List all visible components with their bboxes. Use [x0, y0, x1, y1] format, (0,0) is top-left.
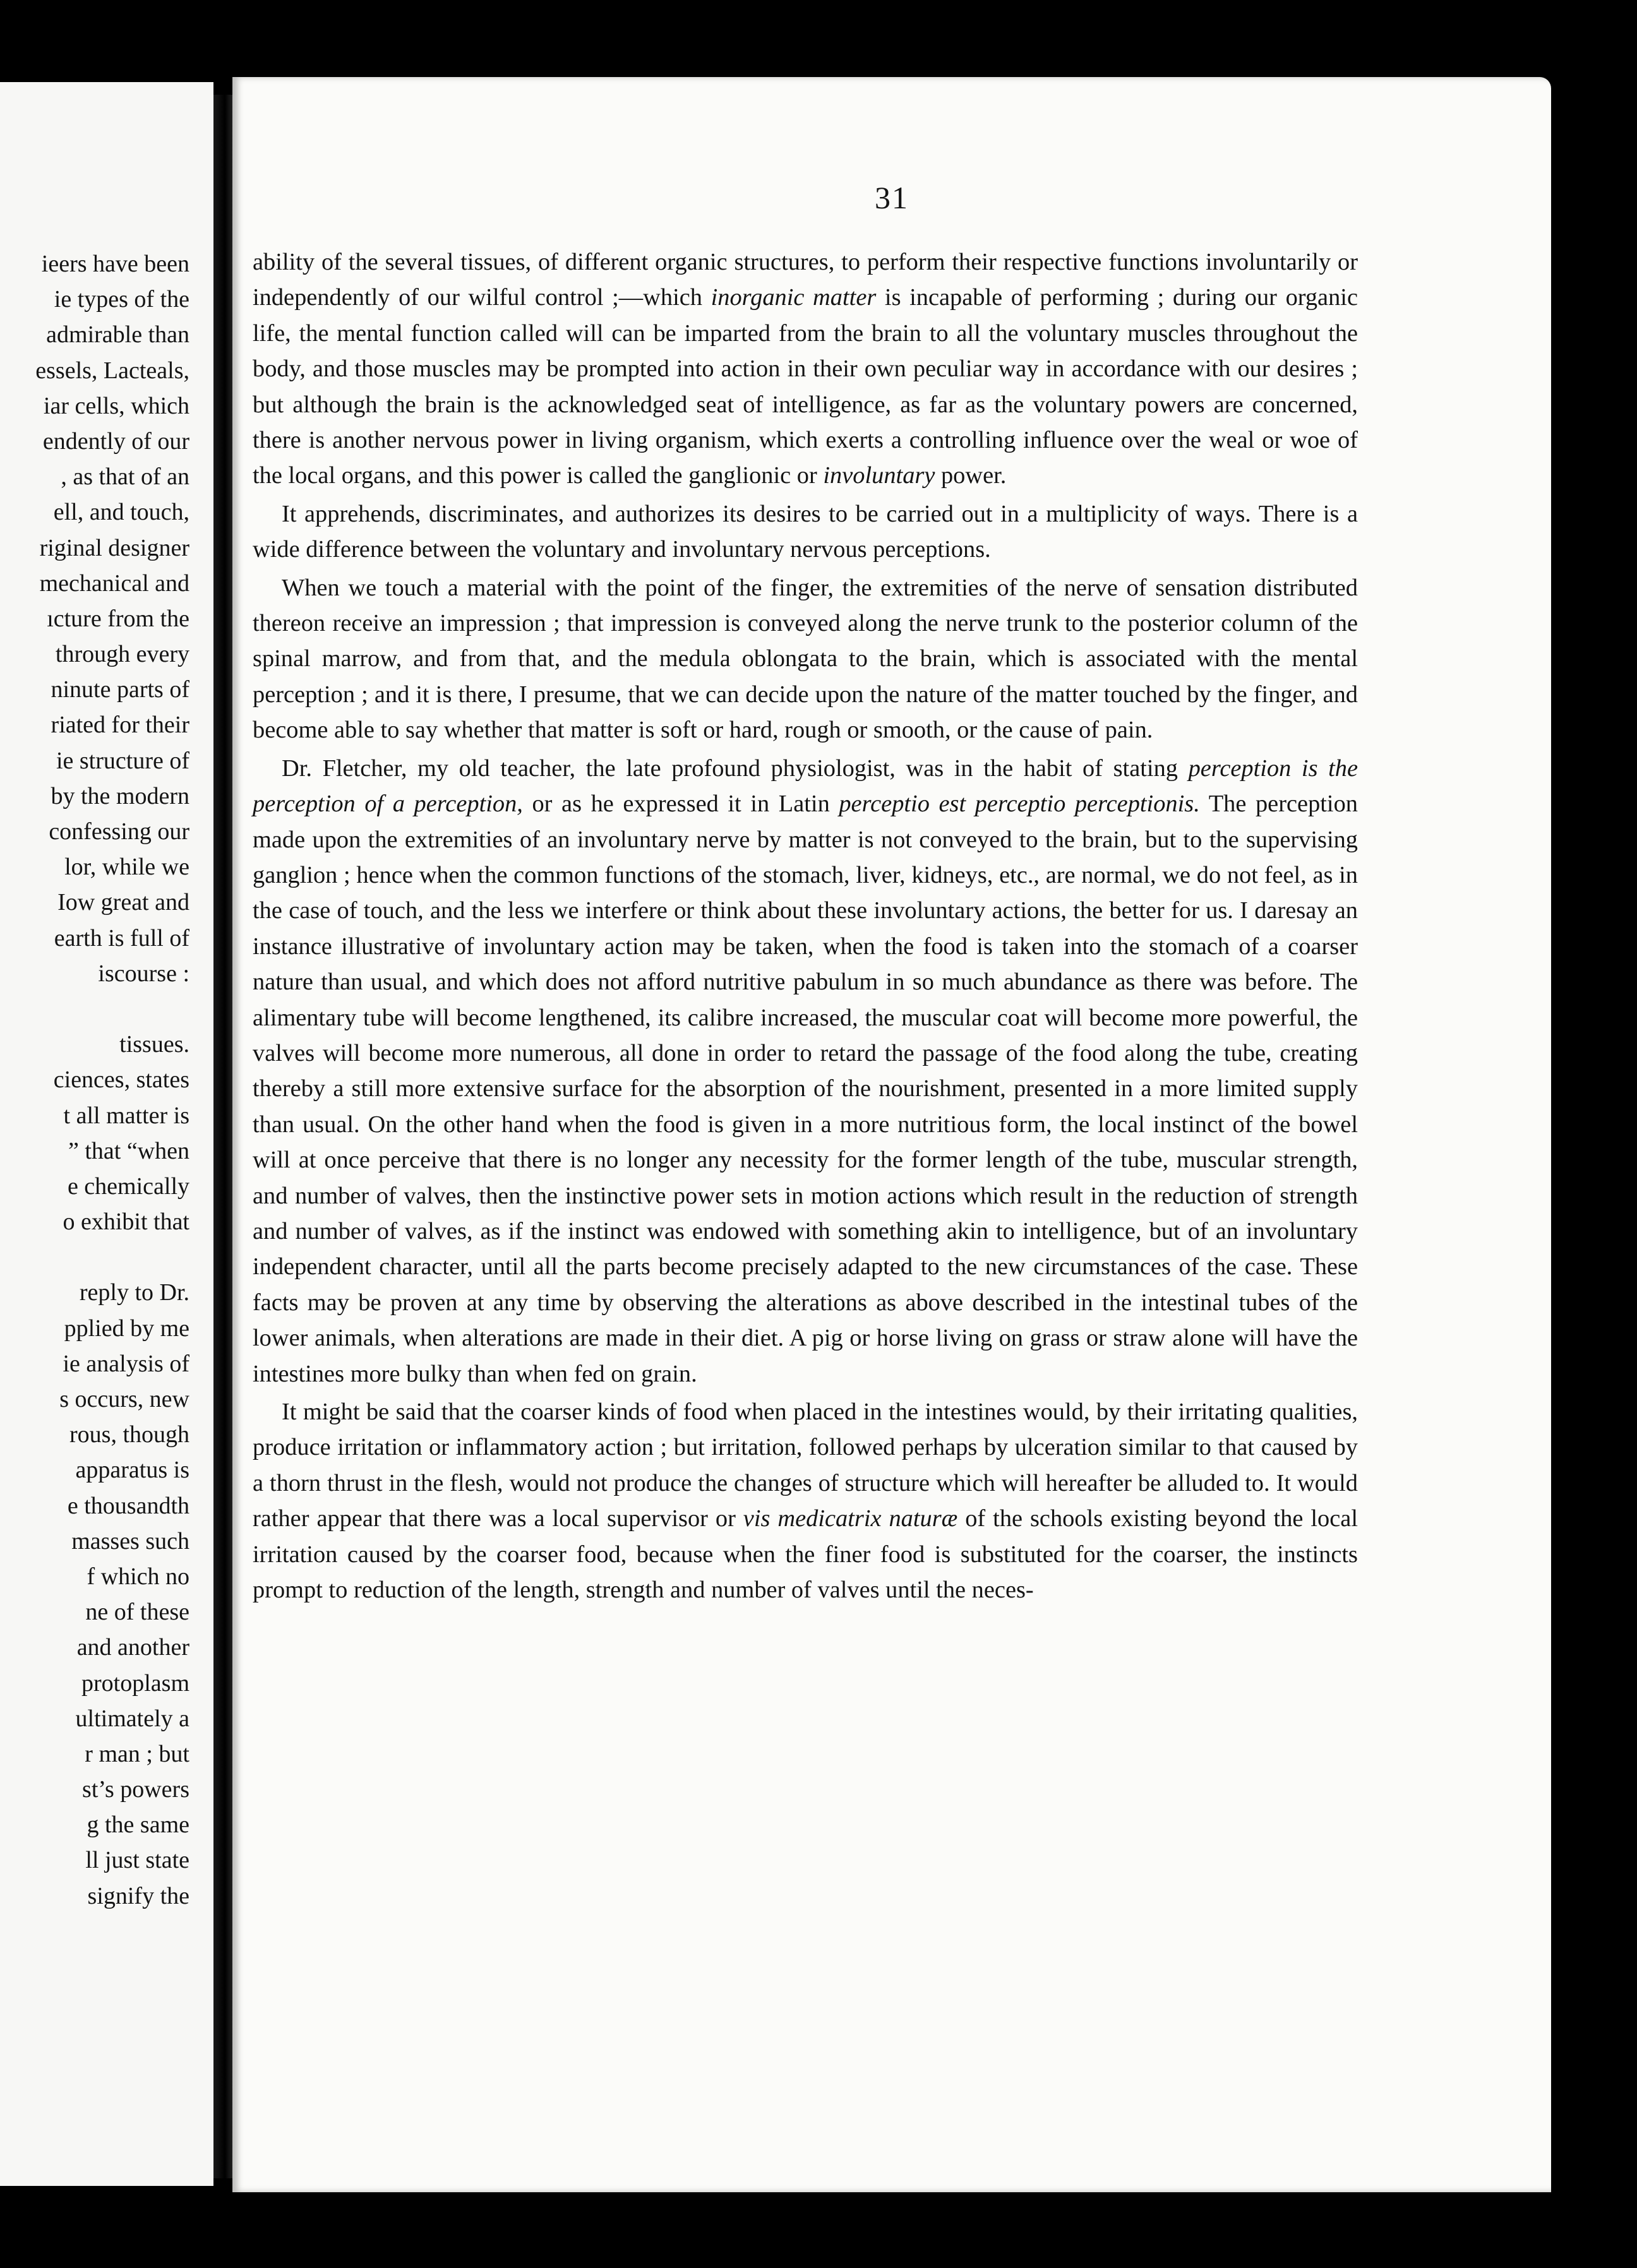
- page: [232, 77, 1551, 2192]
- text-run: is incapable of performing ; during our organic life, the mental function called will can be imparted from the brain to all the voluntary muscles throughout the body, and those muscles may be prompted into action in their own peculiar way in accordance with our desires ; but although the brain is the acknowledged seat of intelligence, as far as the voluntary powers are concerned, there is another nervous power in living organism, which exerts a controlling influence over the weal or woe of the local organs, and this power is called the ganglionic or: [253, 284, 1358, 489]
- previous-page-line: ell, and touch,: [53, 499, 189, 526]
- text-run: It apprehends, discriminates, and authorizes its desires to be carried out in a multiplicity of ways. There is a wide difference between the voluntary and involuntary nervous perceptions.: [253, 500, 1358, 563]
- previous-page-line: ie analysis of: [63, 1350, 189, 1377]
- previous-page-line: ciences, states: [53, 1066, 189, 1094]
- previous-page-line: e thousandth: [67, 1492, 189, 1519]
- previous-page-line: protoplasm: [81, 1669, 189, 1697]
- previous-page-line: g the same: [87, 1811, 189, 1839]
- text-run: It might be said that the coarser kinds of food when placed in the intestines would, by their irritating qualities, produce irritation or inflammatory action ; but irritation, followed perhaps by ulceration similar to that caused by a thorn thrust in the flesh, would not produce the changes of structure which will hereafter be alluded to. It would rather appear that there was a local supervisor or: [253, 1399, 1358, 1532]
- previous-page-line: mechanical and: [39, 570, 189, 597]
- previous-page-line: Iow great and: [57, 889, 189, 916]
- previous-page-line: rous, though: [69, 1421, 189, 1448]
- text-run: ability of the several tissues, of different organic structures, to perform their respective functions involuntarily or independently of our wilful control ;—which: [253, 249, 1358, 311]
- previous-page-line: essels, Lacteals,: [35, 357, 189, 384]
- previous-page-line: earth is full of: [54, 924, 189, 952]
- text-run: of the schools existing beyond the local irritation caused by the coarser food, because when the finer food is substituted for the coarser, the instincts prompt to reduction of the length, strength and number of valves until the neces-: [253, 1505, 1358, 1604]
- paragraph: [253, 570, 1358, 748]
- previous-page-line: ninute parts of: [51, 676, 189, 703]
- previous-page-line: through every: [55, 641, 189, 668]
- italic-text: perceptio est perceptio perceptionis.: [839, 791, 1200, 818]
- previous-page-line: signify the: [87, 1882, 189, 1909]
- body-text: [253, 244, 1358, 1608]
- previous-page-line: riated for their: [51, 712, 189, 739]
- page-number: 31: [875, 180, 909, 215]
- previous-page-line: ıcture from the: [47, 605, 189, 632]
- previous-page-line: r man ; but: [85, 1740, 189, 1767]
- previous-page-line: riginal designer: [39, 534, 189, 561]
- text-run: When we touch a material with the point of the finger, the extremities of the nerve of sensation distributed thereon receive an impression ; that impression is conveyed along the nerve trunk to the posterior column of the spinal marrow, and from that, and the medula oblongata to the brain, which is associated with the mental perception ; and it is there, I presume, that we can decide upon the nature of the matter touched by the finger, and become able to say whether that matter is soft or hard, rough or smooth, or the cause of pain.: [253, 574, 1358, 744]
- previous-page-line: ie types of the: [54, 286, 189, 313]
- previous-page-line: [0, 991, 189, 1027]
- previous-page-line: ie structure of: [56, 747, 189, 774]
- italic-text: inorganic matter: [711, 284, 877, 311]
- text-run: The perception made upon the extremities of an involuntary nerve by matter is not conveyed to the brain, but to the supervising ganglion ; hence when the common functions of the stomach, liver, kidneys, etc., are normal, we do not feel, as in the case of touch, and the less we interfere or think about these involuntary actions, the better for us. I daresay an instance illustrative of involuntary action may be taken, when the food is taken into the stomach of a coarser nature than usual, and which does not afford nutritive pabulum in so much abundance as there was before. The alimentary tube will become lengthened, its calibre increased, the muscular coat will become more powerful, the valves will become more numerous, all done in order to retard the passage of the food along the tube, creating thereby a still more extensive surface for the absorption of the nourishment, presented in a more limited supply than usual. On the other hand when the food is given in a more nutritious form, the local instinct of the bowel will at once perceive that there is no longer any necessity for the former length of the tube, muscular strength, and number of valves, then the instinctive power sets in motion actions which result in the reduction of strength and number of valves, as if the instinct was endowed with something akin to intelligence, but of an involuntary independent character, until all the parts become precisely adapted to the new circumstances of the case. These facts may be proven at any time by observing the alterations as above described in the intestinal tubes of the lower animals, when alterations are made in their diet. A pig or horse living on grass or straw alone will have the intestines more bulky than when fed on grain.: [253, 791, 1358, 1387]
- previous-page-line: st’s powers: [82, 1776, 189, 1803]
- previous-page-line: masses such: [71, 1527, 189, 1555]
- previous-page-line: tissues.: [119, 1031, 189, 1058]
- previous-page-line: apparatus is: [75, 1457, 189, 1484]
- previous-page-line: t all matter is: [63, 1102, 189, 1129]
- previous-page-line: iscourse :: [98, 960, 189, 987]
- previous-page-line: endently of our: [42, 427, 189, 455]
- previous-page-line: pplied by me: [64, 1315, 189, 1342]
- paragraph: [253, 496, 1358, 568]
- previous-page-line: by the modern: [51, 782, 189, 809]
- paragraph: [253, 1394, 1358, 1608]
- previous-page-line: reply to Dr.: [79, 1279, 189, 1306]
- previous-page-line: ieers have been: [41, 251, 189, 277]
- previous-page-line: confessing our: [49, 818, 189, 845]
- previous-page-line: o exhibit that: [63, 1209, 189, 1236]
- previous-page-line: and another: [76, 1634, 189, 1661]
- previous-page-fragment: [0, 82, 213, 2186]
- previous-page-line: s occurs, new: [59, 1386, 189, 1412]
- paragraph: [253, 244, 1358, 494]
- text-run: power.: [935, 462, 1007, 489]
- previous-page-line: , as that of an: [61, 463, 189, 491]
- italic-text: perception is the perception of a perception,: [253, 755, 1358, 818]
- previous-page-line: e chemically: [67, 1173, 189, 1200]
- previous-page-line: ultimately a: [75, 1705, 189, 1732]
- text-run: or as he expressed it in Latin: [522, 791, 839, 818]
- previous-page-line: iar cells, which: [43, 392, 189, 419]
- italic-text: vis medicatrix naturæ: [743, 1505, 958, 1532]
- text-run: Dr. Fletcher, my old teacher, the late profound physiologist, was in the habit of stating: [282, 755, 1189, 782]
- previous-page-line: ll just state: [85, 1847, 189, 1874]
- italic-text: involuntary: [823, 462, 935, 489]
- previous-page-line: f which no: [87, 1563, 189, 1590]
- previous-page-text: [0, 246, 189, 1914]
- paragraph: [253, 751, 1358, 1392]
- previous-page-line: ne of these: [85, 1599, 189, 1626]
- book-binding: [213, 95, 232, 2178]
- previous-page-line: ” that “when: [68, 1137, 189, 1164]
- previous-page-line: lor, while we: [64, 854, 189, 881]
- previous-page-line: admirable than: [46, 321, 189, 349]
- previous-page-line: [0, 1239, 189, 1275]
